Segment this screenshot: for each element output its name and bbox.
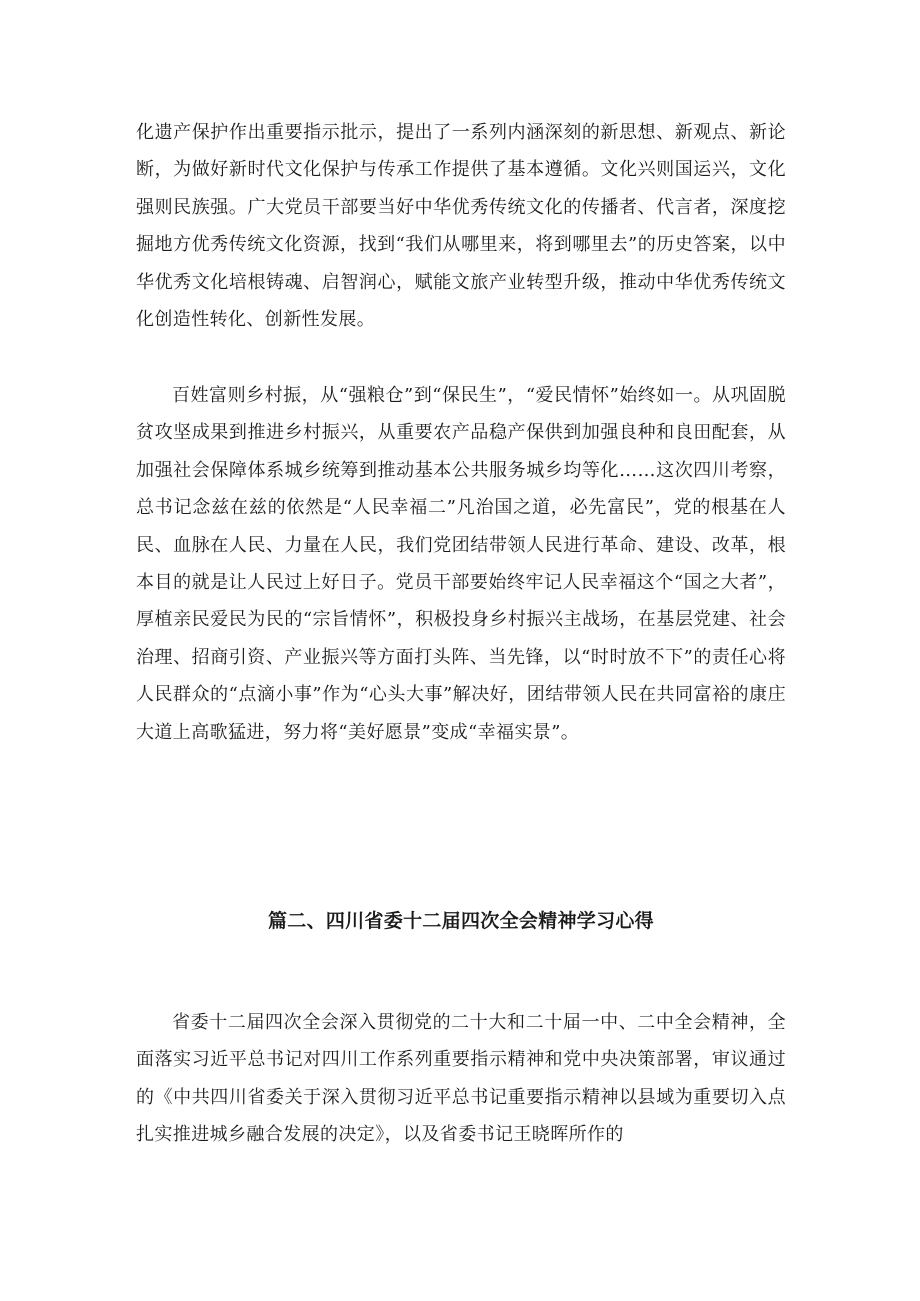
body-paragraph: 省委十二届四次全会深入贯彻党的二十大和二十届一中、二中全会精神，全面落实习近平总书记对四川工作系列重要指示精神和党中央决策部署，审议通过的《中共四川省委关于深入贯彻习近平总书记重要指示精神以县域为重要切入点扎实推进城乡融合发展的决定》，以及省委书记王晓晖所作的 <box>136 1012 786 1146</box>
section-heading: 篇二、四川省委十二届四次全会精神学习心得 <box>267 910 654 932</box>
body-paragraph: 百姓富则乡村振，从“强粮仓”到“保民生”，“爱民情怀”始终如一。从巩固脱贫攻坚成果到推进乡村振兴，从重要农产品稳产保供到加强良种和良田配套，从加强社会保障体系城乡统筹到推动基本公共服务城乡均等化……这次四川考察，总书记念兹在兹的依然是“人民幸福二”凡治国之道，必先富民”，党的根基在人民、血脉在人民、力量在人民，我们党团结带领人民进行革命、建设、改革，根本目的就是让人民过上好日子。党员干部要始终牢记人民幸福这个“国之大者”，厚植亲民爱民为民的“宗旨情怀”，积极投身乡村振兴主战场，在基层党建、社会治理、招商引资、产业振兴等方面打头阵、当先锋，以“时时放不下”的责任心将人民群众的“点滴小事”作为“心头大事”解决好，团结带领人民在共同富裕的康庄大道上高歌猛进，努力将“美好愿景”变成“幸福实景”。 <box>136 385 786 743</box>
body-paragraph-continued: 化遗产保护作出重要指示批示，提出了一系列内涵深刻的新思想、新观点、新论断，为做好新时代文化保护与传承工作提供了基本遵循。文化兴则国运兴，文化强则民族强。广大党员干部要当好中华优秀传统文化的传播者、代言者，深度挖掘地方优秀传统文化资源，找到“我们从哪里来，将到哪里去”的历史答案，以中华优秀文化培根铸魂、启智润心，赋能文旅产业转型升级，推动中华优秀传统文化创造性转化、创新性发展。 <box>136 122 786 331</box>
